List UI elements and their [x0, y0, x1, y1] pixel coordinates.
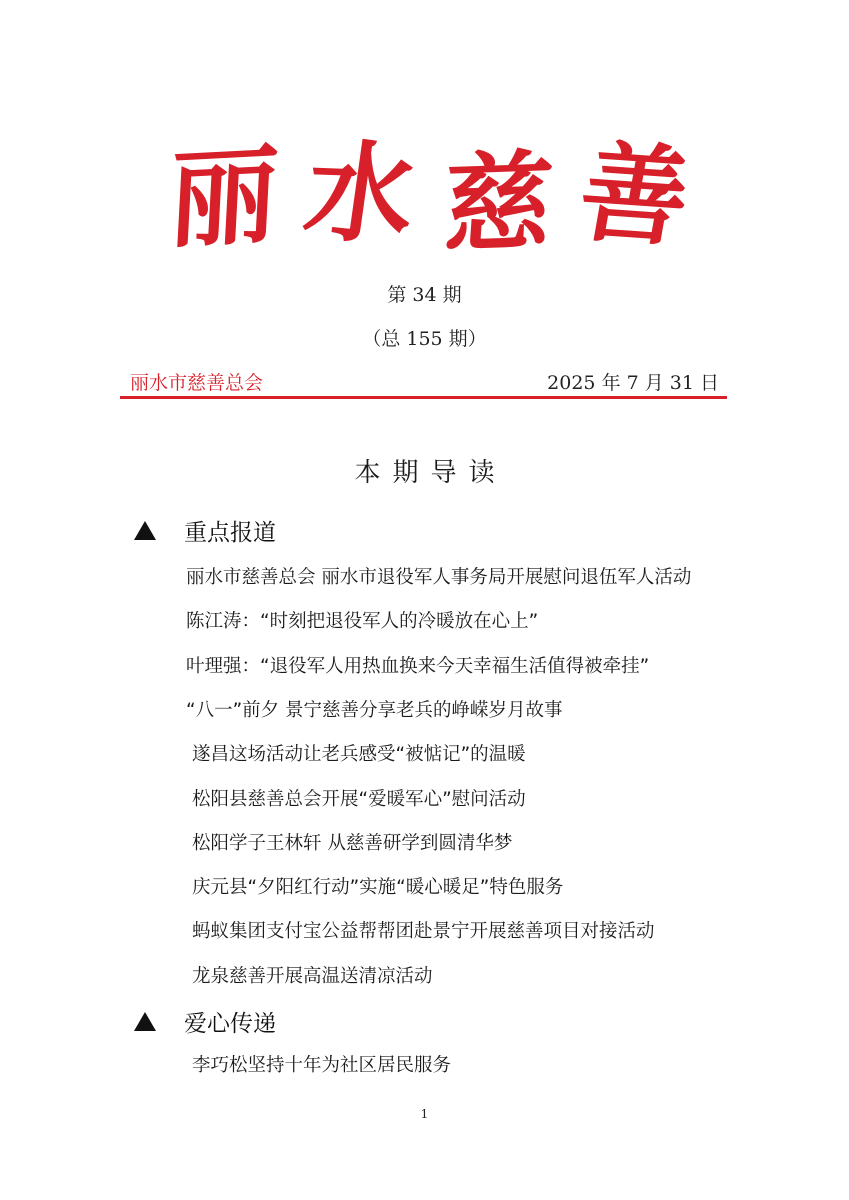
masthead-char: 丽 — [165, 131, 282, 264]
issue-total: （总 155 期） — [362, 328, 487, 350]
toc-article[interactable]: 陈江涛：“时刻把退役军人的冷暖放在心上” — [186, 611, 539, 632]
toc-article[interactable]: 叶理强：“退役军人用热血换来今天幸福生活值得被牵挂” — [186, 656, 650, 677]
toc-article[interactable]: 丽水市慈善总会 丽水市退役军人事务局开展慰问退伍军人活动 — [186, 567, 692, 588]
masthead-char: 水 — [297, 128, 424, 259]
toc-article[interactable]: 松阳学子王林轩 从慈善研学到圆清华梦 — [192, 833, 513, 854]
toc-article[interactable]: “八一”前夕 景宁慈善分享老兵的峥嵘岁月故事 — [186, 700, 563, 721]
toc-title: 本期导读 — [354, 458, 507, 488]
triangle-bullet-icon — [134, 1012, 156, 1031]
toc-article[interactable]: 龙泉慈善开展高温送清凉活动 — [192, 966, 433, 987]
section-heading-key-reports — [134, 514, 276, 547]
toc-article[interactable]: 遂昌这场活动让老兵感受“被惦记”的温暖 — [192, 744, 526, 765]
publisher-name: 丽水市慈善总会 — [130, 372, 264, 394]
publish-date: 2025 年 7 月 31 日 — [547, 372, 719, 394]
page-number: 1 — [420, 1107, 429, 1121]
toc-article[interactable]: 庆元县“夕阳红行动”实施“暖心暖足”特色服务 — [192, 877, 564, 898]
section-heading-love-relay — [134, 1005, 276, 1038]
masthead-char: 慈 — [438, 138, 557, 269]
publisher-line — [120, 366, 727, 394]
masthead-char: 善 — [570, 128, 700, 263]
triangle-bullet-icon — [134, 521, 156, 540]
toc-article[interactable]: 蚂蚁集团支付宝公益帮帮团赴景宁开展慈善项目对接活动 — [192, 921, 655, 942]
section-heading-label: 重点报道 — [184, 520, 276, 546]
toc-article[interactable]: 李巧松坚持十年为社区居民服务 — [192, 1055, 452, 1076]
header-divider — [120, 396, 727, 399]
issue-number: 第 34 期 — [387, 284, 462, 306]
toc-article[interactable]: 松阳县慈善总会开展“爱暖军心”慰问活动 — [192, 789, 526, 810]
masthead-logo — [165, 118, 700, 269]
section-heading-label: 爱心传递 — [184, 1011, 276, 1037]
